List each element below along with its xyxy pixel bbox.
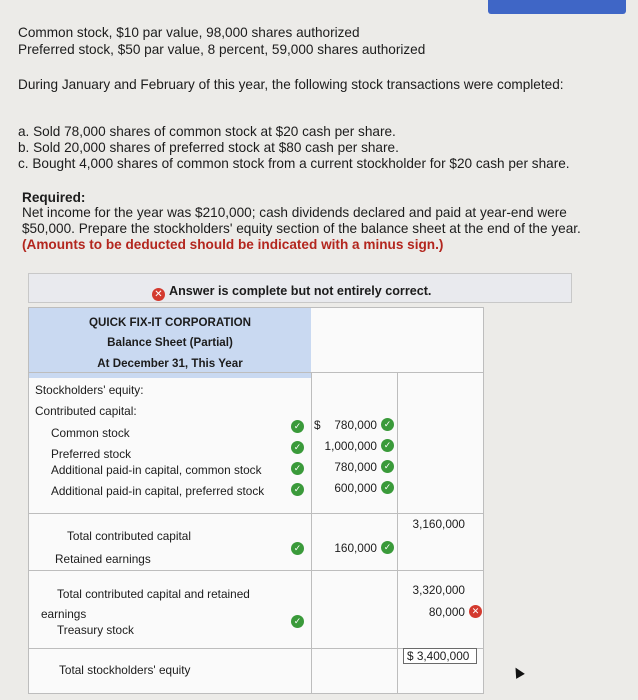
value-apic-preferred[interactable]: 600,000	[334, 481, 377, 495]
company-name: QUICK FIX-IT CORPORATION	[88, 316, 252, 329]
check-icon: ✓	[381, 460, 394, 473]
check-icon: ✓	[291, 615, 304, 628]
value-total-equity[interactable]: $ 3,400,000	[403, 648, 477, 664]
balance-sheet	[28, 307, 484, 694]
error-icon: ✕	[152, 288, 165, 301]
value-apic-common[interactable]: 780,000	[334, 460, 377, 474]
value-treasury-stock[interactable]: 80,000	[428, 605, 465, 619]
value-retained-earnings[interactable]: 160,000	[334, 541, 377, 555]
label-treasury-stock: Treasury stock	[57, 623, 134, 637]
label-stockholders-equity: Stockholders' equity:	[35, 383, 144, 397]
label-total-contrib-retained-2: earnings	[41, 607, 87, 621]
transaction-b: b. Sold 20,000 shares of preferred stock at $80 cash per share.	[18, 140, 399, 155]
check-icon: ✓	[291, 441, 304, 454]
grid-line	[311, 372, 312, 693]
dollar-sign: $	[314, 418, 321, 432]
label-common-stock: Common stock	[51, 426, 130, 440]
label-total-equity: Total stockholders' equity	[59, 663, 191, 677]
check-icon: ✓	[291, 420, 304, 433]
incorrect-icon: ✕	[469, 605, 482, 618]
check-icon: ✓	[381, 418, 394, 431]
label-apic-preferred: Additional paid-in capital, preferred stock	[51, 484, 265, 498]
label-apic-common: Additional paid-in capital, common stock	[51, 463, 262, 477]
label-contributed-capital: Contributed capital:	[35, 404, 137, 418]
intro-common-stock: Common stock, $10 par value, 98,000 shares authorized	[18, 25, 360, 40]
check-icon: ✓	[291, 542, 304, 555]
check-icon: ✓	[291, 462, 304, 475]
mouse-cursor-icon	[511, 665, 525, 679]
label-preferred-stock: Preferred stock	[51, 447, 131, 461]
check-icon: ✓	[381, 481, 394, 494]
sheet-header	[29, 308, 311, 378]
grid-line	[29, 372, 483, 373]
sheet-date: At December 31, This Year	[97, 357, 243, 370]
answer-banner-text	[152, 284, 431, 301]
value-total-contrib-retained[interactable]: 3,320,000	[412, 583, 465, 597]
required-line-1: Net income for the year was $210,000; cash dividends declared and paid at year-end were	[22, 205, 567, 220]
grid-line	[29, 570, 483, 571]
label-total-contrib-retained-1: Total contributed capital and retained	[57, 587, 250, 601]
required-title: Required:	[22, 190, 86, 205]
transaction-a: a. Sold 78,000 shares of common stock at $20 cash per share.	[18, 124, 396, 139]
value-total-contributed[interactable]: 3,160,000	[412, 517, 465, 531]
intro-transactions: During January and February of this year, the following stock transactions were completed:	[18, 77, 564, 92]
check-icon: ✓	[381, 541, 394, 554]
required-line-2: $50,000. Prepare the stockholders' equity section of the balance sheet at the end of the year.	[22, 221, 581, 236]
transaction-c: c. Bought 4,000 shares of common stock from a current stockholder for $20 cash per share.	[18, 156, 570, 171]
grid-line	[29, 513, 483, 514]
check-icon: ✓	[291, 483, 304, 496]
value-preferred-stock[interactable]: 1,000,000	[324, 439, 377, 453]
grid-line	[397, 372, 398, 693]
banner-label: Answer is complete but not entirely correct.	[169, 284, 432, 298]
check-icon: ✓	[381, 439, 394, 452]
sheet-title: Balance Sheet (Partial)	[107, 336, 233, 349]
value-common-stock[interactable]: 780,000	[334, 418, 377, 432]
label-retained-earnings: Retained earnings	[55, 552, 151, 566]
top-blue-button[interactable]	[488, 0, 626, 14]
required-note: (Amounts to be deducted should be indicated with a minus sign.)	[22, 237, 444, 252]
intro-preferred-stock: Preferred stock, $50 par value, 8 percent, 59,000 shares authorized	[18, 42, 426, 57]
label-total-contributed: Total contributed capital	[67, 529, 191, 543]
